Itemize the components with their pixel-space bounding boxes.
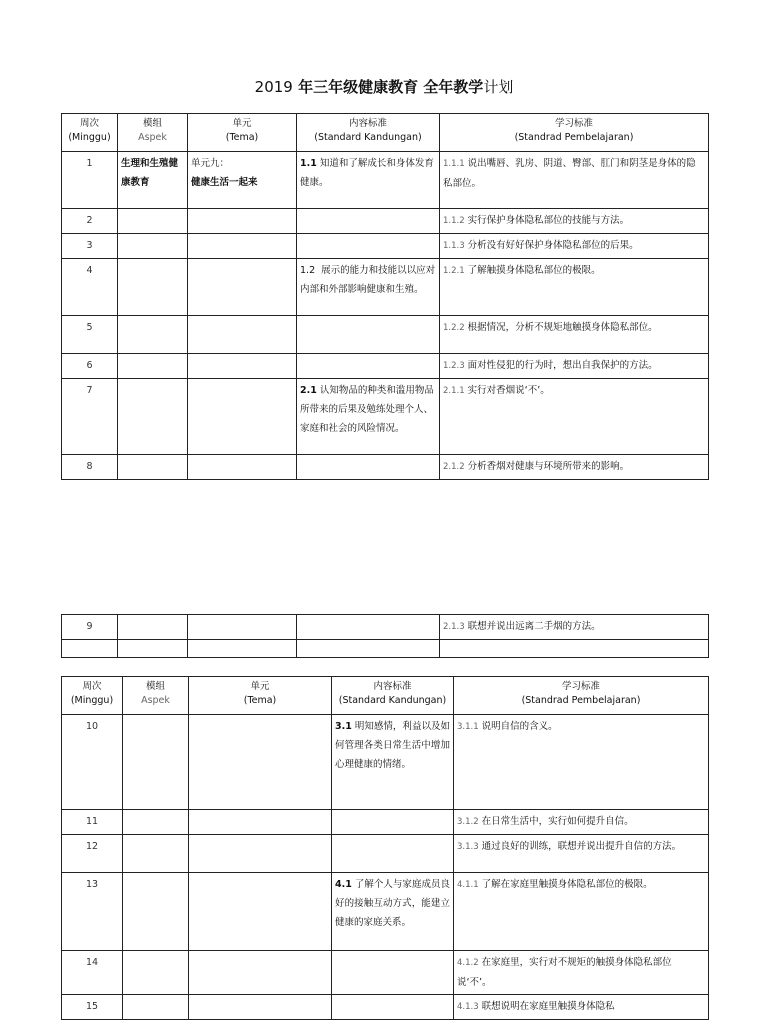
learning-number: 1.1.2 [443,216,465,226]
header-week-zh: 周次 [79,118,99,129]
header-content [332,677,454,715]
unit-cell [189,951,332,995]
learning-cell [454,715,709,810]
page-title [0,76,768,97]
content-cell [332,810,454,835]
learning-text: 联想说明在家庭里触摸身体隐私 [481,1001,615,1012]
module-cell [123,951,189,995]
table-row [62,640,709,658]
content-cell [297,455,440,480]
learning-cell [440,316,709,354]
module-cell [123,995,189,1020]
learning-text: 实行保护身体隐私部位的技能与方法。 [467,215,630,226]
content-cell [332,995,454,1020]
week-cell: 1 [62,152,118,209]
learning-number: 4.1.1 [457,880,479,890]
content-cell [297,354,440,379]
learning-text: 根据情况，分析不规矩地触摸身体隐私部位。 [467,322,658,333]
learning-cell [440,379,709,455]
week-cell: 10 [62,715,123,810]
table-row [62,951,709,995]
content-number: 1.1 [300,158,317,169]
content-cell [297,259,440,316]
learning-number: 3.1.1 [457,722,479,732]
unit-label: 单元九： [191,158,230,169]
table-row [62,209,709,234]
content-cell [297,640,440,658]
learning-cell [440,455,709,480]
unit-cell [188,234,297,259]
plan-table-1 [61,113,709,480]
header-module-en: Aspek [138,132,167,143]
learning-number: 4.1.3 [457,1002,479,1012]
header-module-zh: 模组 [145,681,165,692]
content-cell [297,234,440,259]
module-cell [118,316,188,354]
learning-text: 通过良好的训练，联想并说出提升自信的方法。 [481,841,682,852]
content-cell [332,835,454,873]
header-unit-zh: 单元 [232,118,252,129]
unit-cell [188,455,297,480]
content-cell [332,873,454,951]
header-module [118,114,188,152]
learning-number: 1.2.1 [443,266,465,276]
title-part2: 全年教学 [423,78,484,96]
learning-text: 了解在家庭里触摸身体隐私部位的极限。 [481,879,653,890]
unit-cell [188,152,297,209]
header-unit-zh: 单元 [250,681,270,692]
header-learning-zh: 学习标准 [561,681,600,692]
module-cell [118,379,188,455]
header-unit-en: (Tema) [243,695,277,706]
header-content-en: (Standard Kandungan) [314,132,422,143]
learning-number: 1.2.3 [443,361,465,371]
header-content-en: (Standard Kandungan) [338,695,447,706]
learning-cell [454,951,709,995]
learning-cell [454,995,709,1020]
learning-number: 2.1.2 [443,462,465,472]
header-week-zh: 周次 [82,681,102,692]
title-part1: 年三年级健康教育 [292,78,424,96]
plan-table-2 [61,614,709,658]
unit-cell [189,810,332,835]
header-content-zh: 内容标准 [373,681,412,692]
module-cell [123,835,189,873]
learning-cell [454,873,709,951]
unit-cell [188,354,297,379]
learning-cell [440,209,709,234]
unit-title: 健康生活一起来 [191,177,258,188]
learning-cell [454,835,709,873]
table-row [62,354,709,379]
table-row [62,259,709,316]
module-cell [123,810,189,835]
module-cell: 生理和生殖健康教育 [118,152,188,209]
content-text: 知道和了解成长和身体发育健康。 [300,158,434,188]
module-cell [118,640,188,658]
learning-number: 1.2.2 [443,323,465,333]
table-row [62,152,709,209]
learning-text: 分析香烟对健康与环境所带来的影响。 [467,461,630,472]
week-cell: 13 [62,873,123,951]
title-year: 2019 [254,78,293,96]
content-number: 4.1 [335,879,352,890]
learning-cell [440,234,709,259]
learning-text: 在日常生活中，实行如何提升自信。 [481,816,634,827]
content-cell [297,615,440,640]
header-module-en: Aspek [141,695,170,706]
module-cell [118,209,188,234]
table-row [62,455,709,480]
module-cell [123,715,189,810]
unit-cell [188,316,297,354]
table-row [62,615,709,640]
learning-text: 说出嘴唇、乳房、阴道、臀部、肛门和阴茎是身体的隐私部位。 [443,158,696,189]
header-learning-en: (Standrad Pembelajaran) [514,132,634,143]
header-content-zh: 内容标准 [348,118,387,129]
unit-cell [188,615,297,640]
content-text: 了解个人与家庭成员良好的接触互动方式，能建立健康的家庭关系。 [335,879,450,928]
learning-text: 联想并说出远离二手烟的方法。 [467,621,601,632]
title-part3: 计划 [483,78,514,96]
header-row [62,677,709,715]
module-cell [118,615,188,640]
header-module-zh: 模组 [142,118,162,129]
week-cell: 9 [62,615,118,640]
content-number: 3.1 [335,721,352,732]
unit-cell [189,873,332,951]
table-row [62,234,709,259]
week-cell: 4 [62,259,118,316]
unit-cell [188,259,297,316]
table-row [62,810,709,835]
learning-number: 2.1.1 [443,386,465,396]
table-row [62,379,709,455]
header-unit [189,677,332,715]
module-cell [118,259,188,316]
unit-cell [189,995,332,1020]
header-unit [188,114,297,152]
content-cell [297,379,440,455]
header-content [297,114,440,152]
week-cell: 5 [62,316,118,354]
week-cell: 11 [62,810,123,835]
week-cell: 7 [62,379,118,455]
learning-number: 2.1.3 [443,622,465,632]
learning-number: 1.1.1 [443,159,465,169]
content-cell [297,152,440,209]
header-unit-en: (Tema) [225,132,259,143]
learning-text: 面对性侵犯的行为时，想出自我保护的方法。 [467,360,658,371]
header-module [123,677,189,715]
week-cell: 12 [62,835,123,873]
unit-cell [189,835,332,873]
content-cell [332,951,454,995]
table-row [62,316,709,354]
module-cell [118,234,188,259]
header-learning-zh: 学习标准 [554,118,593,129]
learning-text: 在家庭里，实行对不规矩的触摸身体隐私部位说‘不’。 [457,957,672,988]
learning-cell [454,810,709,835]
content-text: 认知物品的种类和滥用物品所带来的后果及勉练处理个人、家庭和社会的风险情况。 [300,385,434,434]
learning-cell [440,615,709,640]
week-cell: 8 [62,455,118,480]
unit-cell [188,379,297,455]
learning-text: 分析没有好好保护身体隐私部位的后果。 [467,240,639,251]
content-text: 展示的能力和技能以以应对内部和外部影响健康和生殖。 [300,265,436,295]
content-cell [297,209,440,234]
header-week-en: (Minggu) [70,695,114,706]
table-row [62,873,709,951]
learning-cell [440,640,709,658]
unit-cell [188,209,297,234]
unit-cell [189,715,332,810]
header-learning [454,677,709,715]
content-number: 2.1 [300,385,317,396]
week-cell [62,640,118,658]
header-week [62,114,118,152]
table-row [62,835,709,873]
table-row [62,995,709,1020]
content-cell [297,316,440,354]
module-cell [123,873,189,951]
learning-number: 3.1.3 [457,842,479,852]
plan-table-3 [61,676,709,1020]
header-learning-en: (Standrad Pembelajaran) [521,695,641,706]
content-number: 1.2 [300,265,316,276]
header-row [62,114,709,152]
week-cell: 15 [62,995,123,1020]
learning-cell [440,354,709,379]
week-cell: 2 [62,209,118,234]
learning-text: 说明自信的含义。 [481,721,558,732]
module-cell [118,455,188,480]
learning-text: 实行对香烟说‘不’。 [467,385,550,396]
header-learning [440,114,709,152]
week-cell: 3 [62,234,118,259]
header-week-en: (Minggu) [68,132,111,143]
content-text: 明知感情，利益以及如何管理各类日常生活中增加心理健康的情绪。 [335,721,450,770]
header-week [62,677,123,715]
week-cell: 14 [62,951,123,995]
module-cell [118,354,188,379]
learning-number: 1.1.3 [443,241,465,251]
table-row [62,715,709,810]
learning-number: 4.1.2 [457,958,479,968]
week-cell: 6 [62,354,118,379]
learning-cell [440,152,709,209]
content-cell [332,715,454,810]
learning-number: 3.1.2 [457,817,479,827]
learning-text: 了解触摸身体隐私部位的极限。 [467,265,601,276]
learning-cell [440,259,709,316]
unit-cell [188,640,297,658]
